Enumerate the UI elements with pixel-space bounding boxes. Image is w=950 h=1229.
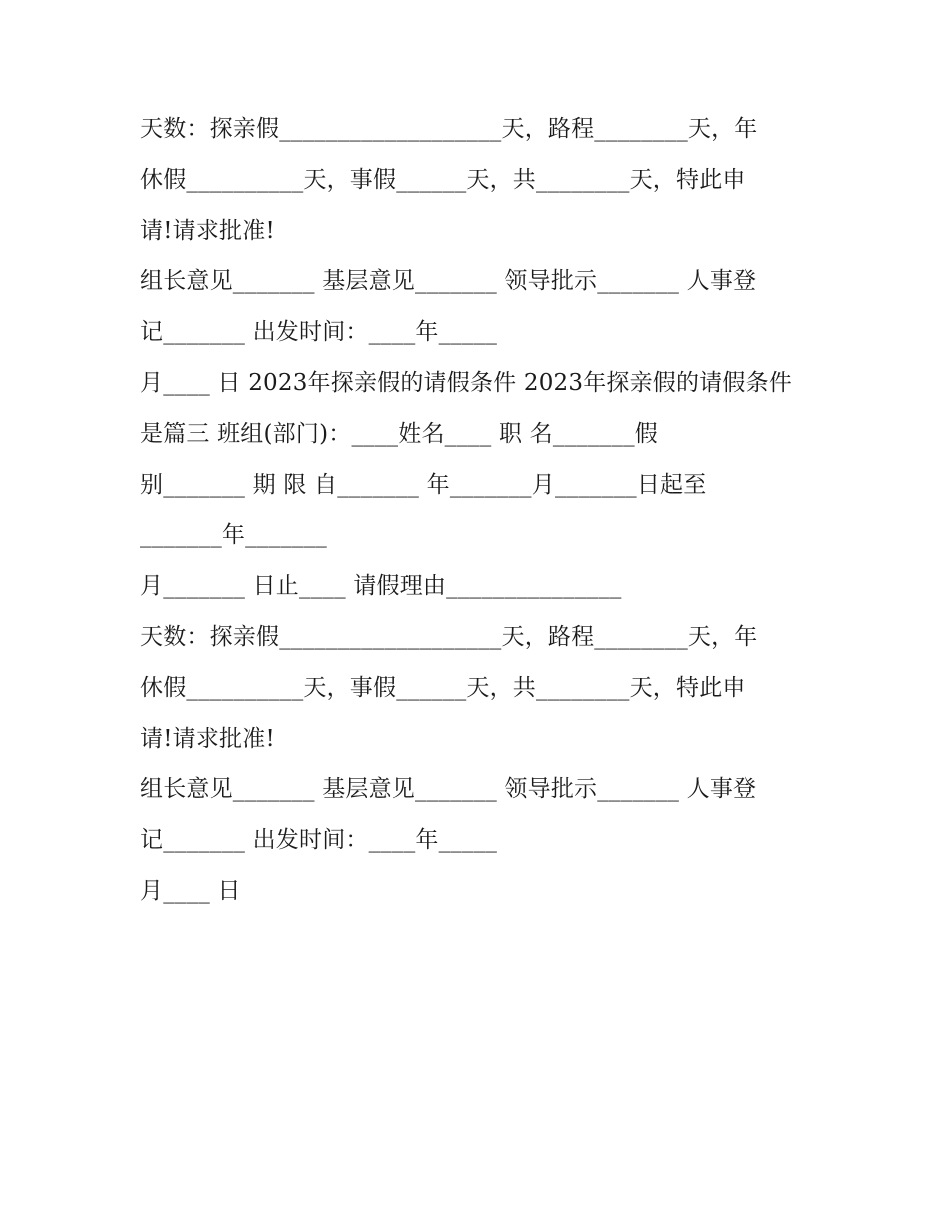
text-line: 请!请求批准! xyxy=(140,217,275,244)
text-line: 别_______ 期 限 自_______ 年_______月_______日起至 xyxy=(140,471,707,498)
text-line: 天数：探亲假___________________天，路程________天，年 xyxy=(140,623,758,650)
text-line: 组长意见_______ 基层意见_______ 领导批示_______ 人事登 xyxy=(140,776,757,803)
text-line: 组长意见_______ 基层意见_______ 领导批示_______ 人事登 xyxy=(140,268,757,295)
text-line: _______年_______ xyxy=(140,522,327,549)
text-line: 是篇三 班组(部门)：____姓名____ 职 名_______假 xyxy=(140,420,658,447)
text-line: 月_______ 日止____ 请假理由_______________ xyxy=(140,573,622,600)
text-line: 记_______ 出发时间：____年_____ xyxy=(140,319,498,346)
document-body xyxy=(140,104,820,917)
text-line: 请!请求批准! xyxy=(140,725,275,752)
text-line: 天数：探亲假___________________天，路程________天，年 xyxy=(140,116,758,142)
text-line: 月____ 日 xyxy=(140,877,241,904)
text-line: 记_______ 出发时间：____年_____ xyxy=(140,827,498,854)
text-line: 月____ 日 2023年探亲假的请假条件 2023年探亲假的请假条件 xyxy=(140,369,792,396)
text-line: 休假__________天，事假______天，共________天，特此申 xyxy=(140,674,746,701)
text-line: 休假__________天，事假______天，共________天，特此申 xyxy=(140,166,746,193)
